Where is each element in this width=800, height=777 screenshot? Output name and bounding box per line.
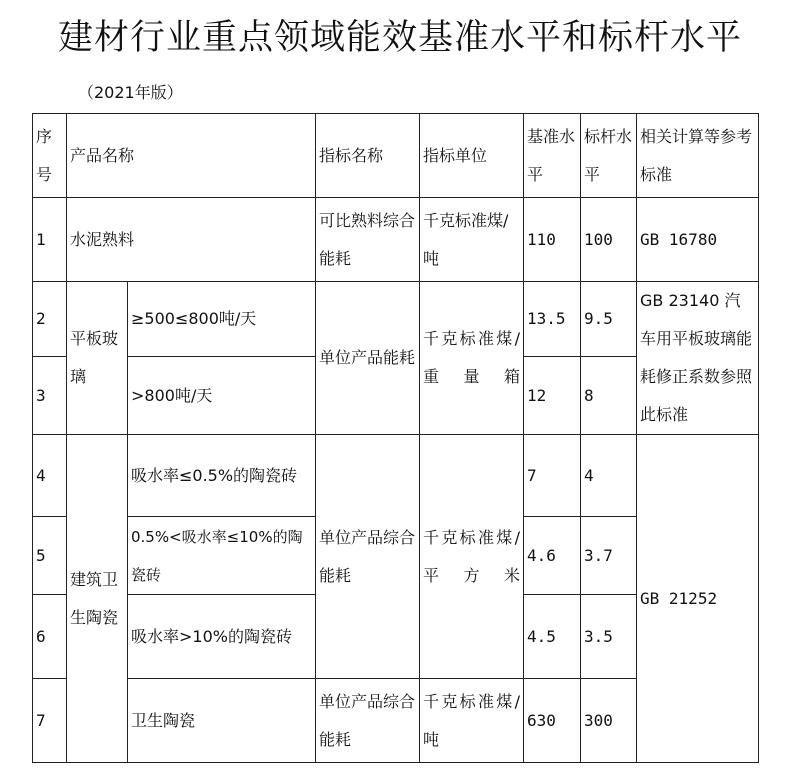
seq-cell: 4 <box>33 435 67 517</box>
indicator-cell: 单位产品综合能耗 <box>316 435 420 679</box>
reference-cell: GB 16780 <box>637 198 759 282</box>
baseline-cell: 12 <box>524 357 581 435</box>
header-benchmark: 标杆水平 <box>581 114 637 198</box>
reference-cell: GB 23140 汽车用平板玻璃能耗修正系数参照此标准 <box>637 282 759 435</box>
unit-cell: 千克标准煤/重量箱 <box>420 282 524 435</box>
seq-cell: 1 <box>33 198 67 282</box>
product-cell: 水泥熟料 <box>67 198 316 282</box>
seq-cell: 5 <box>33 517 67 595</box>
group-cell-ceramic: 建筑卫生陶瓷 <box>67 435 128 763</box>
document-title: 建材行业重点领域能效基准水平和标杆水平 <box>57 18 742 58</box>
reference-cell: GB 21252 <box>637 435 759 763</box>
spec-cell: 0.5%<吸水率≤10%的陶瓷砖 <box>128 517 316 595</box>
indicator-cell: 单位产品能耗 <box>316 282 420 435</box>
header-product: 产品名称 <box>67 114 316 198</box>
baseline-cell: 7 <box>524 435 581 517</box>
benchmark-cell: 3.7 <box>581 517 637 595</box>
unit-cell: 千克标准煤/平方米 <box>420 435 524 679</box>
group-cell-glass: 平板玻璃 <box>67 282 128 435</box>
benchmark-cell: 300 <box>581 679 637 763</box>
table-row <box>33 198 759 282</box>
benchmark-cell: 8 <box>581 357 637 435</box>
baseline-cell: 4.5 <box>524 595 581 679</box>
baseline-cell: 13.5 <box>524 282 581 357</box>
spec-cell: ≥500≤800吨/天 <box>128 282 316 357</box>
baseline-cell: 4.6 <box>524 517 581 595</box>
spec-cell: 吸水率>10%的陶瓷砖 <box>128 595 316 679</box>
table-row <box>33 435 759 517</box>
benchmark-table <box>32 113 759 763</box>
indicator-cell: 单位产品综合能耗 <box>316 679 420 763</box>
table-row <box>33 282 759 357</box>
unit-cell: 千克标准煤/吨 <box>420 679 524 763</box>
indicator-cell: 可比熟料综合能耗 <box>316 198 420 282</box>
spec-cell: >800吨/天 <box>128 357 316 435</box>
edition-label: （2021年版） <box>78 83 183 102</box>
spec-cell: 吸水率≤0.5%的陶瓷砖 <box>128 435 316 517</box>
header-reference: 相关计算等参考标准 <box>637 114 759 198</box>
header-indicator: 指标名称 <box>316 114 420 198</box>
header-baseline: 基准水平 <box>524 114 581 198</box>
benchmark-cell: 100 <box>581 198 637 282</box>
spec-cell: 卫生陶瓷 <box>128 679 316 763</box>
benchmark-cell: 4 <box>581 435 637 517</box>
seq-cell: 2 <box>33 282 67 357</box>
seq-cell: 6 <box>33 595 67 679</box>
benchmark-cell: 3.5 <box>581 595 637 679</box>
seq-cell: 7 <box>33 679 67 763</box>
unit-cell: 千克标准煤/吨 <box>420 198 524 282</box>
header-seq: 序号 <box>33 114 67 198</box>
baseline-cell: 630 <box>524 679 581 763</box>
baseline-cell: 110 <box>524 198 581 282</box>
benchmark-cell: 9.5 <box>581 282 637 357</box>
header-unit: 指标单位 <box>420 114 524 198</box>
seq-cell: 3 <box>33 357 67 435</box>
header-row <box>33 114 759 198</box>
